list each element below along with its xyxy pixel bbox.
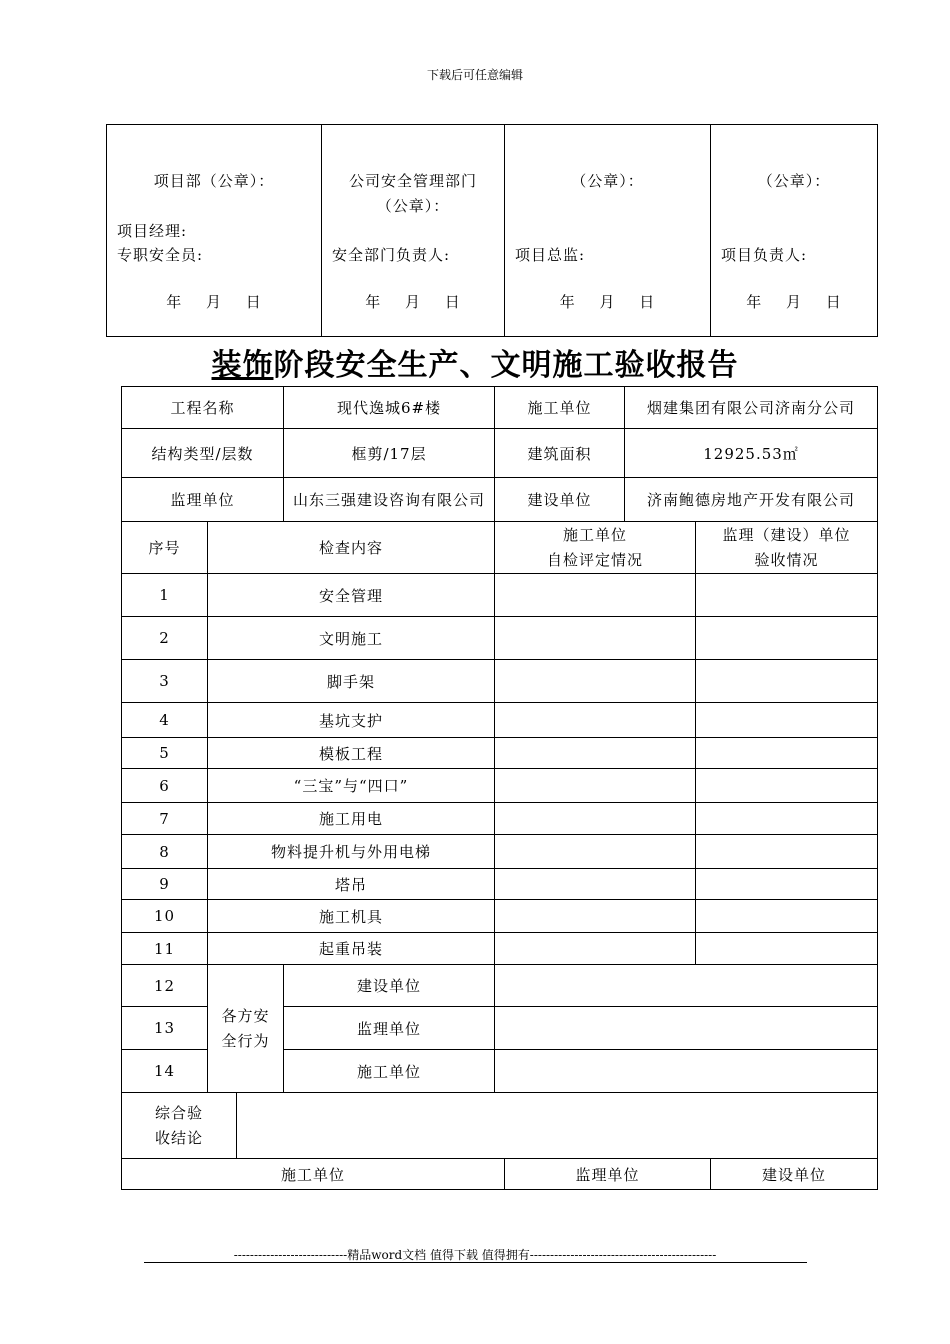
accept-cell[interactable] xyxy=(696,869,878,900)
row-no: 12 xyxy=(122,965,208,1007)
info-label: 施工单位 xyxy=(495,387,625,429)
sig-title: 项目部（公章）： xyxy=(153,172,275,190)
accept-cell[interactable] xyxy=(696,660,878,703)
table-row xyxy=(122,617,878,660)
row-content: 施工用电 xyxy=(208,803,495,835)
info-value: 现代逸城6#楼 xyxy=(284,387,495,429)
self-check-cell[interactable] xyxy=(495,703,696,738)
row-content: 模板工程 xyxy=(208,738,495,769)
sig-date: 年 月 日 xyxy=(365,293,461,311)
info-value: 济南鲍德房地产开发有限公司 xyxy=(625,478,878,522)
sig-title: （公章）： xyxy=(571,172,644,190)
info-row xyxy=(122,387,878,429)
row-no: 8 xyxy=(122,835,208,869)
self-check-cell[interactable] xyxy=(495,660,696,703)
row-no: 11 xyxy=(122,933,208,965)
header-line: 自检评定情况 xyxy=(547,550,644,569)
title-prefix: 装饰 xyxy=(211,348,274,383)
inspection-table xyxy=(121,386,878,1190)
row-content: 物料提升机与外用电梯 xyxy=(208,835,495,869)
page-title xyxy=(0,340,950,384)
table-row xyxy=(122,900,878,933)
self-check-cell[interactable] xyxy=(495,617,696,660)
table-row xyxy=(122,769,878,803)
footer-text: ----------------------------精品word文档 值得下载 值得拥有---------------------------------------------- xyxy=(233,1248,717,1262)
signature-table xyxy=(106,124,878,337)
accept-cell[interactable] xyxy=(696,900,878,933)
behavior-cell[interactable] xyxy=(495,1007,878,1050)
row-no: 3 xyxy=(122,660,208,703)
conclusion-input[interactable] xyxy=(237,1093,877,1158)
sig-date: 年 月 日 xyxy=(746,293,842,311)
table-row xyxy=(122,660,878,703)
behavior-cell[interactable] xyxy=(495,965,878,1007)
header-content: 检查内容 xyxy=(208,522,495,574)
sig-title: 公司安全管理部门 xyxy=(348,172,477,190)
sig-line: 安全部门负责人: xyxy=(332,246,451,264)
accept-cell[interactable] xyxy=(696,738,878,769)
row-no: 13 xyxy=(122,1007,208,1050)
row-no: 5 xyxy=(122,738,208,769)
footer-unit-owner: 建设单位 xyxy=(762,1165,827,1184)
self-check-cell[interactable] xyxy=(495,803,696,835)
accept-cell[interactable] xyxy=(696,574,878,617)
self-check-cell[interactable] xyxy=(495,869,696,900)
info-value: 烟建集团有限公司济南分公司 xyxy=(625,387,878,429)
row-no: 4 xyxy=(122,703,208,738)
behavior-unit: 建设单位 xyxy=(284,965,495,1007)
table-row xyxy=(122,803,878,835)
header-note: 下载后可任意编辑 xyxy=(426,68,523,82)
row-no: 14 xyxy=(122,1050,208,1093)
footer-unit-supervision: 监理单位 xyxy=(505,1159,711,1189)
info-label: 建设单位 xyxy=(495,478,625,522)
row-no: 9 xyxy=(122,869,208,900)
sig-date: 年 月 日 xyxy=(166,293,262,311)
row-content: 文明施工 xyxy=(208,617,495,660)
self-check-cell[interactable] xyxy=(495,574,696,617)
row-no: 10 xyxy=(122,900,208,933)
header-no: 序号 xyxy=(122,522,208,574)
footer-units-cell xyxy=(122,1159,878,1190)
sig-title: （公章）： xyxy=(757,172,831,190)
info-label: 监理单位 xyxy=(122,478,284,522)
self-check-cell[interactable] xyxy=(495,900,696,933)
info-label: 建筑面积 xyxy=(495,429,625,478)
header-line: 监理（建设）单位 xyxy=(722,525,851,544)
behavior-unit: 监理单位 xyxy=(284,1007,495,1050)
sig-line: 专职安全员: xyxy=(117,246,204,264)
row-content: 施工机具 xyxy=(208,900,495,933)
behavior-label-line: 全行为 xyxy=(221,1031,270,1050)
row-no: 1 xyxy=(122,574,208,617)
row-no: 7 xyxy=(122,803,208,835)
info-label: 结构类型/层数 xyxy=(122,429,284,478)
self-check-cell[interactable] xyxy=(495,933,696,965)
accept-cell[interactable] xyxy=(696,617,878,660)
behavior-unit: 施工单位 xyxy=(284,1050,495,1093)
footer-unit-construction: 施工单位 xyxy=(122,1159,505,1189)
behavior-label xyxy=(208,965,284,1093)
sig-line: 项目负责人: xyxy=(721,246,808,264)
header-self-check xyxy=(495,522,696,574)
sig-cell-supervisor xyxy=(505,125,711,337)
table-row xyxy=(122,869,878,900)
row-no: 6 xyxy=(122,769,208,803)
info-value: 12925.53㎡ xyxy=(625,429,878,478)
self-check-cell[interactable] xyxy=(495,738,696,769)
accept-cell[interactable] xyxy=(696,803,878,835)
row-content: 脚手架 xyxy=(208,660,495,703)
row-content: 安全管理 xyxy=(208,574,495,617)
accept-cell[interactable] xyxy=(696,933,878,965)
row-no: 2 xyxy=(122,617,208,660)
conclusion-label-line: 收结论 xyxy=(154,1128,203,1147)
header-line: 验收情况 xyxy=(754,550,819,569)
table-row xyxy=(122,703,878,738)
sig-title-2: （公章）： xyxy=(376,197,450,215)
conclusion-label-line: 综合验 xyxy=(154,1103,203,1122)
header-line: 施工单位 xyxy=(563,525,628,544)
header-accept xyxy=(696,522,878,574)
sig-date: 年 月 日 xyxy=(559,293,656,311)
sig-line: 项目经理: xyxy=(117,222,188,240)
footer-divider xyxy=(144,1262,807,1263)
info-label: 工程名称 xyxy=(122,387,284,429)
behavior-row xyxy=(122,965,878,1007)
footer-units-row xyxy=(122,1159,878,1190)
self-check-cell[interactable] xyxy=(495,769,696,803)
behavior-cell[interactable] xyxy=(495,1050,878,1093)
sig-cell-project-dept xyxy=(107,125,322,337)
table-header-row xyxy=(122,522,878,574)
row-content: “三宝”与“四口” xyxy=(208,769,495,803)
conclusion-label xyxy=(122,1093,237,1158)
accept-cell[interactable] xyxy=(696,835,878,869)
sig-line: 项目总监: xyxy=(515,246,586,264)
table-row xyxy=(122,933,878,965)
title-rest: 阶段安全生产、文明施工验收报告 xyxy=(273,348,739,383)
row-content: 基坑支护 xyxy=(208,703,495,738)
conclusion-cell xyxy=(122,1093,878,1159)
row-content: 起重吊装 xyxy=(208,933,495,965)
info-row xyxy=(122,429,878,478)
table-row xyxy=(122,574,878,617)
accept-cell[interactable] xyxy=(696,769,878,803)
info-value: 框剪/17层 xyxy=(284,429,495,478)
sig-cell-owner xyxy=(711,125,878,337)
behavior-label-line: 各方安 xyxy=(221,1006,270,1025)
conclusion-row xyxy=(122,1093,878,1159)
table-row xyxy=(122,738,878,769)
self-check-cell[interactable] xyxy=(495,835,696,869)
sig-cell-company-safety xyxy=(322,125,505,337)
info-value: 山东三强建设咨询有限公司 xyxy=(284,478,495,522)
info-row xyxy=(122,478,878,522)
row-content: 塔吊 xyxy=(208,869,495,900)
table-row xyxy=(122,835,878,869)
accept-cell[interactable] xyxy=(696,703,878,738)
